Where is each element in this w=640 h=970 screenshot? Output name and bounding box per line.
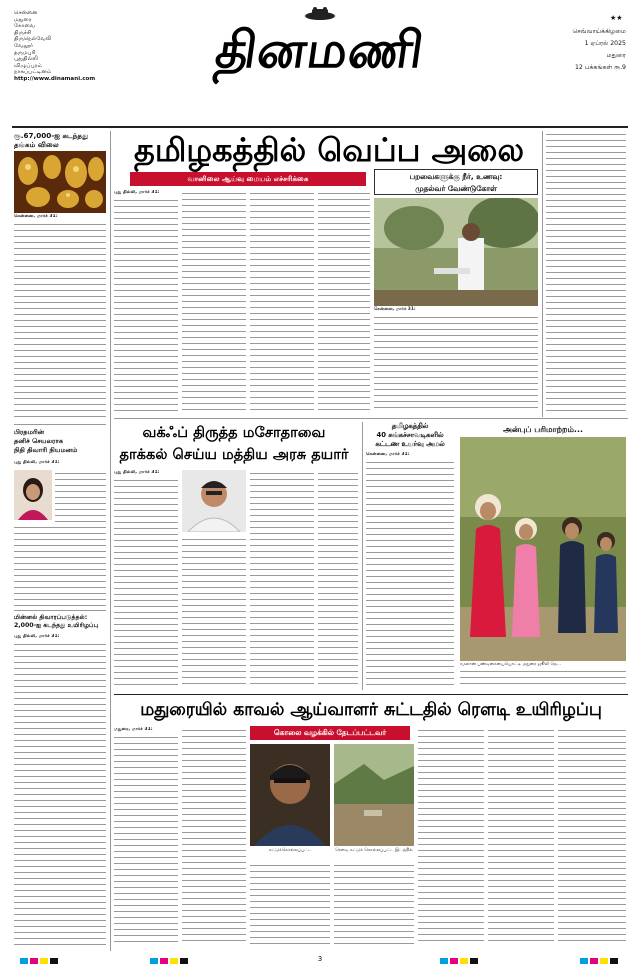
- birds-body: [374, 314, 538, 410]
- edition-list: [14, 10, 104, 83]
- madurai-photo-left: [250, 744, 330, 846]
- masthead-rule: [12, 126, 628, 128]
- tiwari-body: [14, 524, 106, 606]
- toll-body: [366, 459, 454, 689]
- main-body-col1: [114, 197, 178, 411]
- main-subhead: வானிலை ஆய்வு மையம் எச்சரிக்கை: [130, 172, 366, 186]
- edition-item: தருமபுரி: [14, 49, 36, 56]
- price-dateline: புது தில்லி, மார்ச் 31:: [14, 634, 60, 639]
- right-body: [546, 131, 626, 415]
- madurai-dateline: மதுரை, மார்ச் 31:: [114, 727, 153, 732]
- madurai-photo-right: [334, 744, 414, 846]
- price-headline-line: மின்னல் திவாரப்படுத்தல்:: [14, 614, 88, 621]
- madurai-caption-right: ரௌடி சுட்டுக் கொல்லப்பட்ட இடத்தில்: [335, 848, 413, 853]
- price-headline-line: 2,000-ஐ கடந்தது உயிரிழப்பு: [14, 622, 99, 630]
- waqf-headline-line: வக்ஃப் திருத்த மசோதாவை: [142, 424, 326, 441]
- gift-headline: அன்புப் பரிமாற்றம்...: [502, 425, 584, 434]
- madurai-body-col2: [182, 727, 246, 946]
- tiwari-dateline: புது தில்லி, மார்ச் 31:: [14, 460, 60, 465]
- main-body-col4: [318, 190, 370, 411]
- edition-item: விழுப்புரம்: [14, 62, 43, 69]
- waqf-body-col3: [250, 470, 314, 689]
- madurai-body-col6: [488, 727, 554, 946]
- waqf-body-col2: [182, 536, 246, 689]
- tiwari-headline-line: பிரதமரின்: [14, 428, 45, 436]
- tiwari-headline-line: நிதி திவாரி நியமனம்: [14, 446, 78, 454]
- edition-item: சென்னை: [14, 10, 38, 16]
- gift-caption-more: [460, 668, 626, 686]
- birds-photo: [374, 198, 538, 306]
- gift-caption: ரமலான் பண்டிகையையொட்டி மதுரை ஜூலி தெ...: [460, 662, 561, 667]
- edition-item: வேலூர்: [14, 42, 34, 49]
- edition-item: நாகப்பட்டினம்: [14, 69, 52, 76]
- birds-headline-box: [374, 169, 538, 195]
- tiwari-body-right: [55, 470, 106, 522]
- madurai-subhead: கொலை வழக்கில் தேடப்பட்டவர்: [250, 726, 410, 740]
- gift-photo: [460, 437, 626, 661]
- madurai-caption-left: சுட்டுக்கொல்லப்பட்ட: [268, 848, 312, 853]
- waqf-body-col4: [318, 470, 358, 689]
- page-number: 3: [317, 955, 323, 963]
- toll-headline-line: தமிழகத்தில்: [391, 422, 429, 430]
- madurai-body-col3: [250, 862, 330, 946]
- gold-dateline: சென்னை, மார்ச் 31:: [14, 214, 58, 219]
- emblem-icon: [303, 6, 337, 20]
- weekday: செவ்வாய்க்கிழமை: [572, 28, 626, 35]
- tiwari-photo: [14, 470, 52, 520]
- toll-dateline: சென்னை, மார்ச் 31:: [366, 452, 410, 457]
- toll-headline-line: கட்டண உயர்வு அமல்: [375, 440, 445, 448]
- main-headline: தமிழகத்தில் வெப்ப அலை: [133, 131, 525, 169]
- main-body-col3: [250, 190, 314, 411]
- gold-headline: ரூ.67,000-ஐ கடந்தது தங்கம் விலை: [14, 131, 89, 149]
- waqf-photo: [182, 470, 246, 532]
- logo-wordmark: தினமணி: [211, 21, 429, 79]
- waqf-rule: [362, 422, 363, 690]
- masthead-stars: ★★: [610, 14, 623, 22]
- madurai-body-col4: [334, 862, 414, 946]
- edition-item: கோவை: [14, 23, 36, 30]
- birds-headline-line: முதல்வர் வேண்டுகோள்: [415, 184, 497, 193]
- main-dateline: புது தில்லி, மார்ச் 31:: [114, 190, 160, 195]
- madurai-body-col7: [558, 727, 626, 946]
- madurai-body-col5: [418, 727, 484, 946]
- left-column-rule: [110, 131, 111, 951]
- edition-item: திருநெல்வேலி: [14, 36, 52, 43]
- madurai-body-col1: [114, 734, 178, 946]
- edition-item: திருச்சி: [14, 29, 32, 36]
- edition-item: புதுதில்லி: [14, 56, 38, 63]
- waqf-headline-line: தாக்கல் செய்ய மத்திய அரசு தயார்: [119, 446, 349, 463]
- left-sep-2: [14, 610, 106, 611]
- website-link[interactable]: http://www.dinamani.com: [14, 75, 96, 82]
- edition-item: மதுரை: [14, 16, 32, 23]
- lower-section-rule: [114, 694, 628, 695]
- right-column-rule: [542, 131, 543, 417]
- edition: மதுரை: [606, 52, 626, 59]
- left-sep-1: [14, 424, 106, 425]
- toll-headline-line: 40 சுங்கச்சாவடிகளில்: [376, 431, 444, 439]
- price-headline: [14, 614, 106, 631]
- pages-price: 12 பக்கங்கள் ரூ.9: [575, 64, 626, 71]
- price-body: [14, 641, 106, 946]
- birds-headline-line: பறவைகளுக்கு நீர், உணவு:: [409, 172, 503, 181]
- waqf-body-col1: [114, 477, 178, 689]
- date: 1 ஏப்ரல் 2025: [584, 40, 626, 47]
- top-section-sep: [114, 418, 628, 419]
- gold-photo: [14, 151, 106, 213]
- tiwari-headline: [14, 428, 106, 455]
- masthead-dateblock: [540, 26, 626, 74]
- madurai-headline: மதுரையில் காவல் ஆய்வாளர் சுட்டதில் ரௌடி உயிரிழப்பு: [140, 700, 602, 720]
- main-body-col2: [182, 190, 246, 411]
- birds-caption: சென்னை, மார்ச் 31:: [374, 307, 416, 312]
- gold-body: [14, 221, 106, 419]
- waqf-dateline: புது தில்லி, மார்ச் 31:: [114, 470, 160, 475]
- waqf-headline: [114, 422, 354, 466]
- toll-headline: [366, 422, 454, 449]
- tiwari-headline-line: தனிச் செயலராக: [14, 437, 64, 445]
- person-photo-icon: [374, 198, 538, 306]
